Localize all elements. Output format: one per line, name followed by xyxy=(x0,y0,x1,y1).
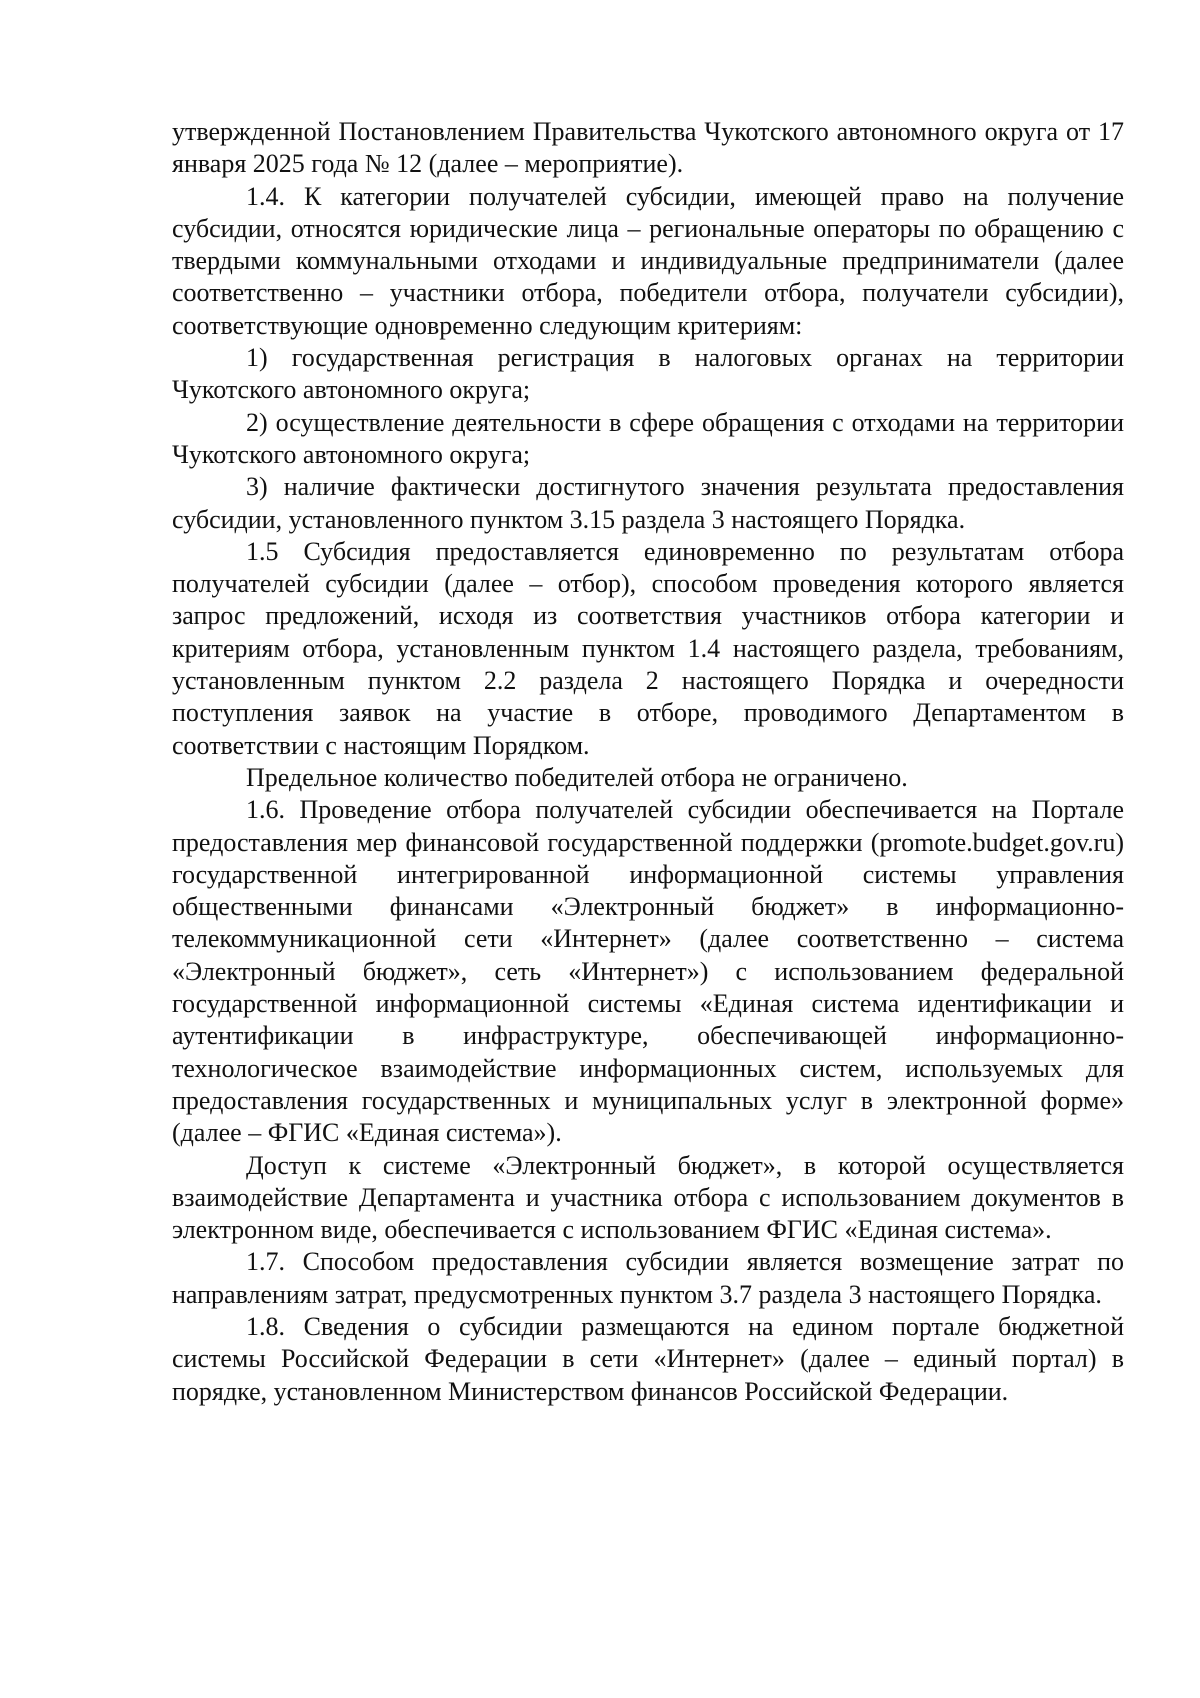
paragraph-1-7: 1.7. Способом предоставления субсидии является возмещение затрат по направлениям затрат, предусмотренных пунктом 3.7 раздела 3 настоящего Порядка. xyxy=(172,1247,1124,1309)
paragraph-continuation: утвержденной Постановлением Правительства Чукотского автономного округа от 17 января 2025 года № 12 (далее – мероприятие). xyxy=(172,117,1124,179)
paragraph-1-5: 1.5 Субсидия предоставляется единовременно по результатам отбора получателей субсидии (далее – отбор), способом проведения которого является запрос предложений, исходя из соответствия участников отбора категории и критериям отбора, установленным пунктом 1.4 настоящего раздела, требованиям, установленным пунктом 2.2 раздела 2 настоящего Порядка и очередности поступления заявок на участие в отборе, проводимого Департаментом в соответствии с настоящим Порядком. xyxy=(172,536,1124,760)
criterion-3: 3) наличие фактически достигнутого значения результата предоставления субсидии, установленного пунктом 3.15 раздела 3 настоящего Порядка. xyxy=(172,472,1124,534)
document-page xyxy=(172,116,1124,1408)
paragraph-1-8: 1.8. Сведения о субсидии размещаются на едином портале бюджетной системы Российской Федерации в сети «Интернет» (далее – единый портал) в порядке, установленном Министерством финансов Российской Федерации. xyxy=(172,1311,1124,1406)
criterion-1: 1) государственная регистрация в налоговых органах на территории Чукотского автономного округа; xyxy=(172,343,1124,405)
paragraph-1-6: 1.6. Проведение отбора получателей субсидии обеспечивается на Портале предоставления мер финансовой государственной поддержки (promote.budget.gov.ru) государственной интегрированной информационной системы управления общественными финансами «Электронный бюджет» в информационно-телекоммуникационной сети «Интернет» (далее соответственно – система «Электронный бюджет», сеть «Интернет») с использованием федеральной государственной информационной системы «Единая система идентификации и аутентификации в инфраструктуре, обеспечивающей информационно-технологическое взаимодействие информационных систем, используемых для предоставления государственных и муниципальных услуг в электронной форме» (далее – ФГИС «Единая система»). xyxy=(172,795,1124,1148)
paragraph-access: Доступ к системе «Электронный бюджет», в которой осуществляется взаимодействие Департамента и участника отбора с использованием документов в электронном виде, обеспечивается с использованием ФГИС «Единая система». xyxy=(172,1150,1124,1245)
criterion-2: 2) осуществление деятельности в сфере обращения с отходами на территории Чукотского автономного округа; xyxy=(172,407,1124,469)
paragraph-1-4: 1.4. К категории получателей субсидии, имеющей право на получение субсидии, относятся юридические лица – региональные операторы по обращению с твердыми коммунальными отходами и индивидуальные предприниматели (далее соответственно – участники отбора, победители отбора, получатели субсидии), соответствующие одновременно следующим критериям: xyxy=(172,181,1124,340)
paragraph-winners-limit: Предельное количество победителей отбора не ограничено. xyxy=(246,762,908,792)
